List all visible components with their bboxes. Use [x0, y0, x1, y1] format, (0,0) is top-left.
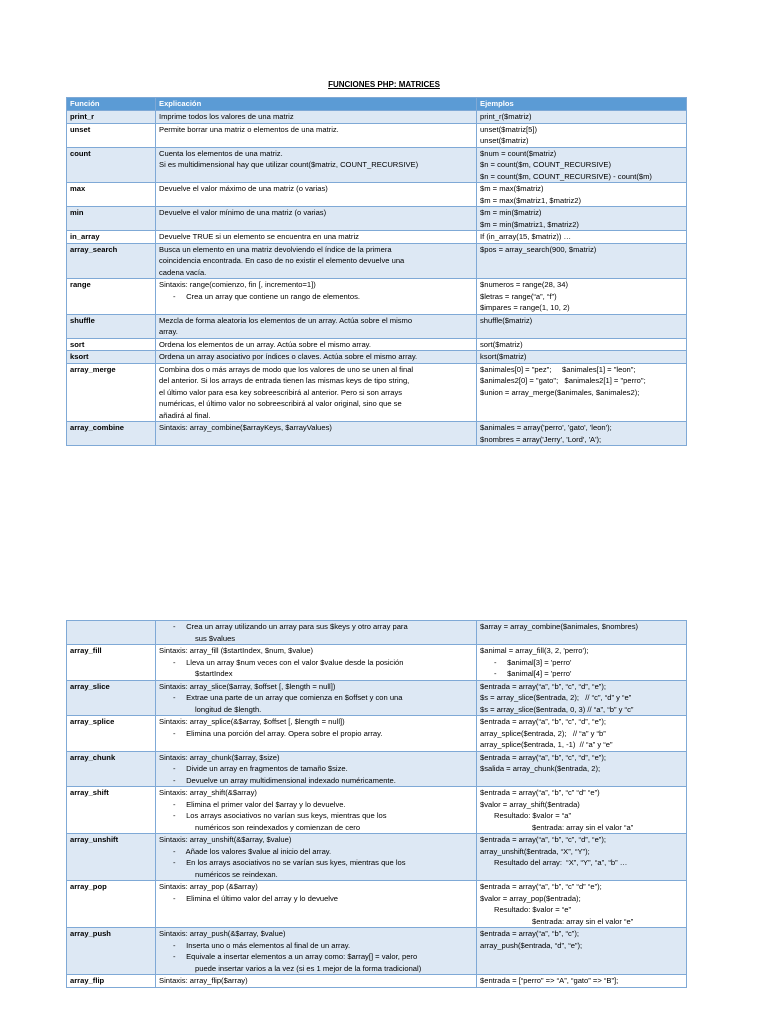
table-row [67, 111, 687, 124]
explanation-cell [156, 183, 477, 207]
explanation-cell [156, 716, 477, 752]
explanation-line: numéricos son reindexados y comienzan de cero [195, 822, 361, 832]
example-line: Resultado: $valor = “e” [494, 905, 572, 914]
table-row [67, 147, 687, 183]
table-row [67, 716, 687, 752]
function-name: print_r [67, 111, 156, 124]
example-line: $entrada = [“perro” => “A”, “gato” => “B”]; [480, 976, 619, 985]
table-row [67, 928, 687, 975]
explanation-line: Permite borrar una matriz o elementos de una matriz. [159, 124, 339, 134]
explanation-cell [156, 147, 477, 183]
table-row [67, 231, 687, 244]
examples-cell [477, 422, 687, 446]
function-name [67, 621, 156, 645]
function-name: array_fill [67, 645, 156, 681]
explanation-cell [156, 975, 477, 988]
example-line: array_push($entrada, “d”, “e”); [480, 940, 583, 950]
examples-cell [477, 207, 687, 231]
function-name: ksort [67, 351, 156, 364]
example-line: $entrada: array sin el valor “a” [494, 822, 634, 832]
examples-cell [477, 243, 687, 279]
example-line: $m = min($matriz) [480, 208, 542, 217]
table-row [67, 351, 687, 364]
function-name: array_search [67, 243, 156, 279]
example-line: $union = array_merge($animales, $animales2); [480, 387, 640, 397]
explanation-line: - Elimina el primer valor del $array y lo devuelve. [173, 799, 346, 809]
function-name: array_merge [67, 363, 156, 422]
table-row [67, 363, 687, 422]
example-line: $impares = range(1, 10, 2) [480, 303, 570, 312]
explanation-cell [156, 279, 477, 315]
examples-cell [477, 716, 687, 752]
example-line: $animales = array('perro', 'gato', 'leon'); [480, 423, 612, 432]
explanation-line: - Crea un array utilizando un array para sus $keys y otro array para [173, 622, 408, 631]
explanation-cell [156, 338, 477, 351]
explanation-line: - Divide un array en fragmentos de tamaño $size. [173, 764, 348, 773]
example-line: shuffle($matriz) [480, 315, 533, 325]
function-name: min [67, 207, 156, 231]
function-name: in_array [67, 231, 156, 244]
examples-cell [477, 975, 687, 988]
explanation-line: Busca un elemento en una matriz devolviendo el índice de la primera [159, 244, 392, 254]
examples-cell [477, 881, 687, 928]
examples-cell [477, 621, 687, 645]
explanation-line: - Inserta uno o más elementos al final de un array. [173, 940, 351, 950]
function-name: sort [67, 338, 156, 351]
explanation-cell [156, 111, 477, 124]
explanation-line: Devuelve TRUE si un elemento se encuentra en una matriz [159, 232, 359, 241]
table-row [67, 680, 687, 716]
table-2-body [67, 621, 687, 988]
explanation-cell [156, 123, 477, 147]
table-row [67, 207, 687, 231]
explanation-line: - Equivale a insertar elementos a un array como: $array[] = valor, pero [173, 952, 418, 961]
explanation-line: - Elimina el último valor del array y lo devuelve [173, 893, 339, 903]
explanation-line: array. [159, 327, 178, 336]
function-name: array_slice [67, 680, 156, 716]
example-line: $numeros = range(28, 34) [480, 280, 569, 289]
functions-table-1 [66, 97, 687, 446]
examples-cell [477, 645, 687, 681]
example-line: sort($matriz) [480, 339, 523, 349]
explanation-cell [156, 243, 477, 279]
function-name: array_splice [67, 716, 156, 752]
explanation-cell [156, 881, 477, 928]
explanation-cell [156, 422, 477, 446]
example-line: $salida = array_chunk($entrada, 2); [480, 764, 601, 773]
page-title: FUNCIONES PHP: MATRICES [328, 80, 440, 89]
example-line: - $animal[3] = 'perro' [494, 657, 572, 667]
explanation-line: coincidencia encontrada. En caso de no existir el elemento devuelve una [159, 256, 405, 265]
function-name: unset [67, 123, 156, 147]
examples-cell [477, 279, 687, 315]
example-line: $num = count($matriz) [480, 148, 557, 158]
table-row [67, 243, 687, 279]
explanation-line: Devuelve el valor mínimo de una matriz (o varias) [159, 208, 327, 217]
functions-table-2 [66, 620, 687, 988]
function-name: array_combine [67, 422, 156, 446]
example-line: array_unshift($entrada, “X”, “Y”); [480, 846, 590, 856]
explanation-cell [156, 621, 477, 645]
explanation-line: Sintaxis: array_flip($array) [159, 976, 248, 985]
table-row [67, 314, 687, 338]
explanation-cell [156, 363, 477, 422]
explanation-cell [156, 314, 477, 338]
table-row [67, 621, 687, 645]
example-line: $entrada = array(“a”, “b”, “c” “d” “e”) [480, 788, 600, 797]
explanation-line: Ordena un array asociativo por índices o claves. Actúa sobre el mismo array. [159, 352, 418, 361]
explanation-cell [156, 787, 477, 834]
example-line: $entrada = array(“a”, “b”, “c”, “d”, “e”); [480, 681, 606, 691]
table-row [67, 834, 687, 881]
explanation-line: numéricos se reindexan. [195, 869, 278, 879]
table-row [67, 279, 687, 315]
example-line: - $animal[4] = 'perro' [494, 669, 572, 678]
example-line: $animales2[0] = "gato"; $animales2[1] = "perro"; [480, 376, 646, 385]
function-name: array_chunk [67, 751, 156, 787]
function-name: max [67, 183, 156, 207]
explanation-line: Sintaxis: array_fill ($startIndex, $num, $value) [159, 646, 314, 655]
explanation-line: Sintaxis: array_unshift(&$array, $value) [159, 835, 292, 844]
example-line: $entrada = array(“a”, “b”, “c” “d” “e”); [480, 882, 602, 891]
explanation-line: Sintaxis: range(comienzo, fin [, incremento=1]) [159, 280, 316, 289]
example-line: $m = max($matriz) [480, 184, 544, 193]
explanation-line: Mezcla de forma aleatoria los elementos de un array. Actúa sobre el mismo [159, 315, 413, 325]
explanation-line: Ordena los elementos de un array. Actúa sobre el mismo array. [159, 339, 372, 349]
function-name: shuffle [67, 314, 156, 338]
example-line: $letras = range(“a”, “f”) [480, 291, 557, 301]
examples-cell [477, 834, 687, 881]
explanation-cell [156, 928, 477, 975]
explanation-line: Devuelve el valor máximo de una matriz (o varias) [159, 184, 328, 193]
explanation-line: Sintaxis: array_slice($array, $offset [, $length = null]) [159, 681, 336, 691]
examples-cell [477, 928, 687, 975]
function-name: range [67, 279, 156, 315]
example-line: $valor = array_pop($entrada); [480, 893, 581, 903]
function-name: array_pop [67, 881, 156, 928]
example-line: $nombres = array('Jerry', 'Lord', 'A'); [480, 434, 602, 444]
explanation-cell [156, 207, 477, 231]
explanation-line: - En los arrays asociativos no se varían sus kyes, mientras que los [173, 858, 406, 867]
explanation-cell [156, 751, 477, 787]
example-line: $animal = array_fill(3, 2, 'perro'); [480, 646, 589, 655]
table-row [67, 422, 687, 446]
function-name: array_push [67, 928, 156, 975]
explanation-line: el último valor para esa key sobreescribirá al anterior. Pero si son arrays [159, 387, 403, 397]
examples-cell [477, 111, 687, 124]
example-line: $pos = array_search(900, $matriz) [480, 244, 597, 254]
example-line: $entrada = array(“a”, “b”, “c”); [480, 929, 579, 938]
explanation-line: Sintaxis: array_shift(&$array) [159, 788, 257, 797]
explanation-line: - Crea un array que contiene un rango de elementos. [173, 291, 361, 301]
example-line: $animales[0] = "pez"; $animales[1] = "leon"; [480, 364, 636, 374]
explanation-line: Combina dos o más arrays de modo que los valores de uno se unen al final [159, 364, 414, 374]
examples-cell [477, 363, 687, 422]
explanation-line: $startIndex [195, 669, 233, 678]
explanation-line: Sintaxis: array_push(&$array, $value) [159, 929, 286, 938]
example-line: $s = array_slice($entrada, 0, 3) // “a”, “b” y “c” [480, 704, 634, 714]
explanation-line: - Añade los valores $value al inicio del array. [173, 846, 332, 856]
example-line: $m = min($matriz1, $matriz2) [480, 219, 579, 229]
example-line: If (in_array(15, $matriz)) … [480, 232, 572, 241]
explanation-line: sus $values [195, 633, 236, 643]
explanation-line: - Los arrays asociativos no varían sus keys, mientras que los [173, 811, 387, 820]
function-name: array_unshift [67, 834, 156, 881]
table-header-row [67, 98, 687, 111]
table-1-body [67, 111, 687, 446]
explanation-cell [156, 680, 477, 716]
explanation-line: cadena vacía. [159, 267, 207, 277]
example-line: Resultado del array: “X”, “Y”, “a”, “b” … [494, 858, 628, 867]
explanation-line: añadirá al final. [159, 410, 211, 420]
function-name: count [67, 147, 156, 183]
example-line: array_splice($entrada, 2); // “a” y “b” [480, 728, 606, 738]
explanation-cell [156, 231, 477, 244]
explanation-line: Sintaxis: array_chunk($array, $size) [159, 752, 280, 762]
example-line: ksort($matriz) [480, 352, 527, 361]
examples-cell [477, 351, 687, 364]
table-row [67, 338, 687, 351]
explanation-line: - Elimina una porción del array. Opera sobre el propio array. [173, 728, 383, 738]
example-line: $entrada = array(“a”, “b”, “c”, “d”, “e”); [480, 752, 606, 762]
examples-cell [477, 787, 687, 834]
explanation-line: longitud de $length. [195, 704, 262, 714]
explanation-line: del anterior. Si los arrays de entrada tienen las mismas keys de tipo string, [159, 376, 410, 385]
example-line: array_splice($entrada, 1, -1) // “a” y “e” [480, 740, 613, 749]
examples-cell [477, 231, 687, 244]
example-line: $entrada = array(“a”, “b”, “c”, “d”, “e”); [480, 717, 606, 726]
examples-cell [477, 123, 687, 147]
example-line: Resultado: $valor = “a” [494, 811, 572, 820]
example-line: $entrada = array(“a”, “b”, “c”, “d”, “e”); [480, 835, 606, 844]
example-line: $valor = array_shift($entrada) [480, 799, 580, 809]
examples-cell [477, 147, 687, 183]
header-function: Función [67, 98, 156, 111]
explanation-line: Sintaxis: array_splice(&$array, $offset [, $length = null]) [159, 717, 345, 726]
example-line: $n = count($m, COUNT_RECURSIVE) - count($m) [480, 171, 652, 181]
example-line: $s = array_slice($entrada, 2); // “c”, “d” y “e” [480, 693, 632, 702]
table-row [67, 183, 687, 207]
example-line: print_r($matriz) [480, 112, 532, 121]
explanation-line: numéricas, el último valor no sobreescribirá al valor original, sino que se [159, 399, 402, 408]
function-name: array_shift [67, 787, 156, 834]
example-line: unset($matriz[5]) [480, 124, 537, 134]
examples-cell [477, 751, 687, 787]
explanation-line: Sintaxis: array_pop (&$array) [159, 882, 258, 891]
explanation-cell [156, 351, 477, 364]
explanation-line: - Extrae una parte de un array que comienza en $offset y con una [173, 693, 403, 702]
table-row [67, 645, 687, 681]
example-line: $n = count($m, COUNT_RECURSIVE) [480, 160, 612, 169]
explanation-line: Imprime todos los valores de una matriz [159, 112, 294, 121]
example-line: $entrada: array sin el valor “e” [494, 916, 634, 926]
table-row [67, 975, 687, 988]
example-line: $m = max($matriz1, $matriz2) [480, 195, 582, 205]
examples-cell [477, 183, 687, 207]
example-line: unset($matriz) [480, 136, 529, 145]
table-row [67, 123, 687, 147]
explanation-line: puede insertar varios a la vez (si es 1 mejor de la forma tradicional) [195, 963, 422, 973]
explanation-line: Cuenta los elementos de una matriz. [159, 148, 283, 158]
examples-cell [477, 314, 687, 338]
table-row [67, 881, 687, 928]
example-line: $array = array_combine($animales, $nombres) [480, 622, 639, 631]
explanation-line: Si es multidimensional hay que utilizar count($matriz, COUNT_RECURSIVE) [159, 160, 419, 169]
table-row [67, 787, 687, 834]
table-row [67, 751, 687, 787]
explanation-line: - Lleva un array $num veces con el valor $value desde la posición [173, 657, 404, 667]
explanation-line: Sintaxis: array_combine($arrayKeys, $arrayValues) [159, 423, 332, 432]
header-examples: Ejemplos [477, 98, 687, 111]
explanation-line: - Devuelve un array multidimensional indexado numéricamente. [173, 775, 396, 785]
examples-cell [477, 680, 687, 716]
examples-cell [477, 338, 687, 351]
header-explanation: Explicación [156, 98, 477, 111]
explanation-cell [156, 645, 477, 681]
explanation-cell [156, 834, 477, 881]
function-name: array_flip [67, 975, 156, 988]
